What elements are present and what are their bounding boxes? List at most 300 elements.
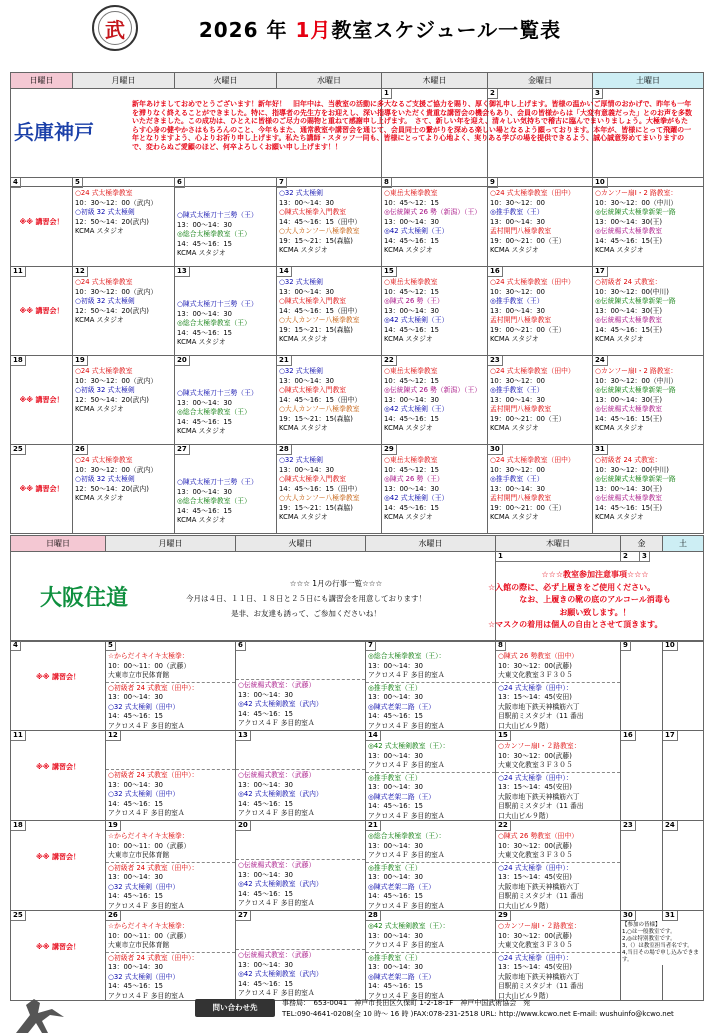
date-number: 22 — [496, 821, 511, 831]
class-name: 孟村開門八極拳教室 — [490, 227, 552, 235]
class-time: 19：00～21：00（王） — [490, 325, 566, 334]
date-number: 16 — [488, 267, 503, 277]
hyogo-day-cell — [175, 178, 277, 267]
class-time: 13：00～14：30 — [177, 220, 232, 229]
class-time: 14：45～16：15（田中） — [279, 395, 362, 404]
class-time: 13：00～14：30 — [279, 198, 334, 207]
class-time: 13：00～14：30 — [238, 690, 293, 699]
class-name: ○32 式太極剣 — [279, 456, 323, 464]
footer-contact: TEL:090-4641-0208(全 10 時～ 16 時 )FAX:078-231-2518 URL: http://www.kcwo.net E-mail: wushuinfo@kcwo.net — [282, 1010, 674, 1018]
class-location: アクロス４Ｆ 多目的室Ａ — [368, 671, 445, 679]
osaka-day-cell — [11, 821, 106, 911]
class-name: ○東岳太極拳教室 — [384, 456, 438, 464]
spacer — [236, 741, 365, 767]
class-name: ○初級 32 式太極剣 — [75, 297, 135, 305]
class-time: 14：45～16：15 — [177, 417, 232, 426]
seminar-label: ※※ 講習会！ — [19, 396, 64, 404]
date-number: 30 — [488, 445, 503, 455]
class-time: 14：45～16：15(王) — [595, 325, 663, 334]
class-name: ○大人カンフー八極拳教室 — [279, 494, 360, 502]
hyogo-day-header: 火曜日 — [175, 73, 277, 89]
date-number: 20 — [236, 821, 251, 831]
class-name: ○初級者 24 式教室： — [595, 456, 662, 464]
class-time: 10：30～12：00（中川） — [595, 376, 678, 385]
class-time: 13：00～14：30 — [108, 780, 163, 789]
attendance-notice: ☆☆☆教室参加注意事項☆☆☆ ☆入館の際に、必ず上履きをご使用ください。 なお、上履きの靴の底のアルコール消毒も お願い致します。！ ☆マスクの着用は個人の自由とさせて頂きます。 — [488, 570, 671, 629]
hyogo-day-cell — [488, 267, 593, 356]
hyogo-day-cell — [277, 356, 382, 445]
hyogo-day-cell — [277, 267, 382, 356]
class-location: 大東文化教室３Ｆ３０５ — [498, 671, 573, 679]
class-name: ◎陳式 26 勢（王） — [384, 297, 444, 305]
class-name: ◎推手教室（王） — [490, 475, 544, 483]
member-note — [621, 921, 703, 965]
spacer — [106, 741, 235, 767]
class-location: 大東市立市民体育館 — [108, 851, 170, 859]
class-time: 10：30～12：00（武内） — [75, 198, 158, 207]
spacer — [236, 651, 365, 677]
class-location: KCMA スタジオ — [279, 246, 328, 254]
class-name: ○伝統楊式教室：（武藤） — [238, 681, 316, 689]
osaka-day-cell — [496, 821, 621, 911]
osaka-day-cell — [236, 911, 366, 1001]
class-location: アクロス４Ｆ 多目的室Ａ — [368, 811, 445, 820]
class-time: 13：00～14：30(王) — [595, 395, 663, 404]
class-name: ◎伝統楊式太極拳教室 — [595, 405, 663, 413]
class-name: ○24 式太極拳（田中）： — [498, 863, 573, 872]
date-number: 29 — [496, 911, 511, 921]
class-location: 大東市立市民体育館 — [108, 671, 170, 679]
class-location: 口大山ビル９階） — [498, 721, 553, 730]
note-line: 4,当日その場で申し込みできます。 — [622, 950, 699, 963]
class-name: ○カンフー扇Ⅰ・２路教室： — [498, 922, 581, 930]
class-time: 13：00～14：30 — [279, 465, 334, 474]
class-name: ☆からだイキイキ太極拳： — [108, 652, 189, 660]
class-time: 13：00～14：30 — [384, 484, 439, 493]
class-name: ◎伝統陳式 26 勢（新潟）（王） — [384, 386, 482, 394]
class-location: KCMA スタジオ — [177, 516, 226, 524]
class-time: 13：00～14：30 — [368, 931, 423, 940]
class-time: 19：15～21：15(森脇) — [279, 236, 353, 245]
new-year-greeting: 新年あけましておめでとうございます！新年好！ 旧年中は、当教室の活動に多大なるご支援ご協力を賜り、厚く御礼申し上げます。皆様の温かいご厚情のおかげで、昨年も一年を滞りなく終えることができました。特に、指導者の先生方をお迎えし、深い指導をいただく貴重な講習会の機会もあり、会員の皆様からは「大変有意義だった」とのお声を多数いただきました。この成功は、ひとえに皆様のご尽力の賜物と重ねて感謝申し上げます。 さて、新しい年を迎え、清々しい気持ちで稽古に臨んでまいりましょう。大極拳がもたらす心身の健やかさはもちろんのこと、今年もまた、通常教室や講習会を通じて、会員同士の繋がりを深める楽しい場となるよう願っております。本年が、皆様にとって飛躍の一年となりますよう、心よりお祈り申し上げます。私たち講師・スタッフ一同も、皆様にとってより心地よく、実りある学びの場を提供できるよう、誠心誠意努めてまいりますので、変わらぬご愛顧のほど、何卒よろしくお願い申し上げます！！ — [132, 100, 692, 151]
class-name: ○32 式太極剣（田中） — [108, 702, 180, 711]
osaka-day-header: 日曜日 — [11, 536, 106, 552]
class-name: ○32 式太極剣 — [279, 278, 323, 286]
class-time: 13：00～14：30(王) — [595, 217, 663, 226]
class-name: ◎伝統陳式太極拳新架一路 — [595, 297, 676, 305]
hyogo-day-cell — [277, 445, 382, 534]
seminar-label: ※※ 講習会！ — [35, 673, 81, 681]
osaka-day-header: 土 — [663, 536, 704, 552]
class-location: KCMA スタジオ — [490, 424, 539, 432]
hyogo-day-cell — [488, 178, 593, 267]
osaka-day-cell — [106, 641, 236, 731]
class-name: ◎42 式太極剣教室（武内） — [238, 700, 323, 708]
class-location: KCMA スタジオ — [384, 424, 433, 432]
hyogo-day-cell — [593, 178, 704, 267]
class-name: ○24 式太極拳（田中）： — [498, 683, 573, 692]
hyogo-day-cell — [382, 178, 488, 267]
class-location: KCMA スタジオ — [279, 335, 328, 343]
class-time: 13：00～14：30 — [490, 217, 545, 226]
osaka-day-header: 木曜日 — [496, 536, 621, 552]
hyogo-day-cell — [488, 356, 593, 445]
class-time: 13：00～14：30(王) — [595, 306, 663, 315]
date-number: 11 — [11, 731, 26, 741]
class-time: 13：15～14：45(安田) — [498, 693, 572, 701]
class-time: 12：50～14：20(武内) — [75, 484, 149, 493]
class-location: 大阪市地下鉄天神橋筋六丁 — [498, 792, 580, 801]
class-name: ☆からだイキイキ太極拳： — [108, 922, 189, 930]
class-time: 14：45～16：15(王) — [595, 414, 663, 423]
osaka-day-header: 水曜日 — [366, 536, 496, 552]
date-number: 5 — [73, 178, 83, 188]
date-number: 13 — [175, 267, 190, 277]
date-number: 17 — [593, 267, 608, 277]
hyogo-day-cell — [593, 267, 704, 356]
hyogo-day-cell — [175, 356, 277, 445]
class-name: ○大人カンフー八極拳教室 — [279, 316, 360, 324]
osaka-day-header: 金 — [621, 536, 663, 552]
hyogo-weeks — [10, 177, 704, 534]
class-name: ○陳式 26 勢教室（田中） — [498, 652, 579, 660]
class-name: ○32 式太極剣 — [279, 189, 323, 197]
class-location: KCMA スタジオ — [279, 513, 328, 521]
date-number: 7 — [277, 178, 287, 188]
spacer — [175, 455, 276, 477]
class-name: ○初級者 24 式教室（田中）： — [108, 683, 199, 692]
date-number: 23 — [621, 821, 636, 831]
class-time: 19：00～21：00（王） — [490, 503, 566, 512]
class-location: 目駅前ミスタジオ（11 番出 — [498, 802, 584, 810]
osaka-day-header: 火曜日 — [236, 536, 366, 552]
note-line: 1,○は一般教室です。 — [622, 929, 676, 935]
date-number: 30 — [621, 911, 636, 921]
class-name: ◎陳式老架二路（王） — [368, 702, 436, 711]
date-number: 6 — [175, 178, 185, 188]
class-time: 14：45～16：15 — [368, 892, 423, 900]
class-time: 13：00～14：30 — [368, 661, 423, 670]
date-number: 11 — [11, 267, 26, 277]
class-time: 10：30～12：00 — [490, 376, 545, 385]
class-name: ◎総合太極拳教室（王） — [177, 319, 251, 327]
class-time: 14：45～16：15（田中） — [279, 217, 362, 226]
class-name: ◎総合太極拳教室（王） — [177, 230, 251, 238]
class-time: 19：00～21：00（王） — [490, 414, 566, 423]
osaka-day-cell — [106, 821, 236, 911]
class-name: ○東岳太極拳教室 — [384, 367, 438, 375]
class-name: ◎総合太極拳教室（王） — [177, 497, 251, 505]
class-name: ○24 式太極拳教室 — [75, 189, 133, 197]
class-name: ○24 式太極拳教室（田中） — [490, 278, 575, 286]
class-time: 10：30～12：00(武藤) — [498, 841, 572, 850]
class-location: アクロス４Ｆ 多目的室Ａ — [108, 901, 185, 910]
class-name: ◎推手教室（王） — [490, 386, 544, 394]
class-location: KCMA スタジオ — [384, 513, 433, 521]
class-name: ◎42 式太極剣教室（王）： — [368, 742, 450, 750]
class-time: 10：30～12：00(武藤) — [498, 931, 572, 940]
class-name: ◎陳式老架二路（王） — [368, 792, 436, 801]
class-time: 10：45～12：15 — [384, 376, 439, 385]
class-name: ○大人カンフー八極拳教室 — [279, 405, 360, 413]
class-time: 13：00～14：30 — [368, 873, 423, 881]
seminar-label: ※※ 講習会！ — [19, 218, 64, 226]
class-time: 10：30～12：00（武内） — [75, 376, 158, 385]
class-time: 19：15～21：15(森脇) — [279, 325, 353, 334]
hyogo-day-cell — [11, 445, 73, 534]
class-location: アクロス４Ｆ 多目的室Ａ — [238, 719, 315, 727]
class-name: ○伝統楊式教室：（武藤） — [238, 771, 316, 779]
class-name: ○カンフー扇Ⅰ・2 路教室： — [595, 189, 678, 197]
class-location: 大東文化教室３Ｆ３０５ — [498, 761, 573, 769]
class-time: 10：30～12：00（武内） — [75, 287, 158, 296]
class-name: ◎伝統陳式太極拳新架一路 — [595, 386, 676, 394]
class-time: 13：00～14：30(王) — [595, 484, 663, 493]
class-time: 13：00～14：30 — [384, 217, 439, 226]
class-location: 目駅前ミスタジオ（11 番出 — [498, 712, 584, 720]
class-location: KCMA スタジオ — [75, 227, 124, 235]
class-location: KCMA スタジオ — [490, 513, 539, 521]
class-time: 10：30～12：00 — [490, 198, 545, 207]
class-time: 13：00～14：30 — [177, 398, 232, 407]
class-time: 13：00～14：30 — [279, 376, 334, 385]
hyogo-day-header: 水曜日 — [277, 73, 382, 89]
hyogo-day-cell — [73, 267, 175, 356]
class-name: ◎伝統陳式太極拳新架一路 — [595, 475, 676, 483]
class-name: ○陳式太極刀十三勢（王） — [177, 211, 258, 219]
date-number: 25 — [11, 911, 26, 921]
osaka-day-cell — [366, 731, 496, 821]
osaka-day-cell — [236, 731, 366, 821]
class-location: アクロス４Ｆ 多目的室Ａ — [238, 899, 315, 907]
class-time: 10：00～11：00（武藤） — [108, 661, 191, 670]
class-location: 目駅前ミスタジオ（11 番出 — [498, 982, 584, 990]
class-time: 14：45～16：15 — [108, 712, 163, 720]
class-time: 13：00～14：30 — [368, 751, 423, 760]
class-name: ◎42 式太極剣（王） — [384, 405, 449, 413]
date-number: 10 — [593, 178, 608, 188]
class-name: ○24 式太極拳教室 — [75, 367, 133, 375]
class-location: KCMA スタジオ — [75, 494, 124, 502]
class-name: ◎推手教室（王） — [490, 208, 544, 216]
class-time: 13：00～14：30 — [490, 395, 545, 404]
class-time: 13：00～14：30 — [238, 960, 293, 969]
class-name: ◎総合太極拳教室（王）： — [368, 832, 446, 840]
class-name: ○伝統楊式教室：（武藤） — [238, 951, 316, 959]
note-line: 3,（）は教室担当者名です。 — [622, 943, 693, 949]
date-number: 29 — [382, 445, 397, 455]
class-time: 13：00～14：30 — [108, 873, 163, 881]
class-time: 13：00～14：30 — [490, 306, 545, 315]
class-time: 13：15～14：45(安田) — [498, 783, 572, 791]
hyogo-day-cell — [11, 178, 73, 267]
osaka-day-cell — [11, 641, 106, 731]
osaka-day-cell — [106, 731, 236, 821]
osaka-day-cell — [11, 731, 106, 821]
class-time: 14：45～16：15 — [238, 799, 293, 808]
class-name: ◎伝統楊式太極拳教室 — [595, 316, 663, 324]
class-location: KCMA スタジオ — [490, 246, 539, 254]
class-name: ◎陳式 26 勢（王） — [384, 475, 444, 483]
hyogo-day-header: 木曜日 — [382, 73, 488, 89]
osaka-day-cell — [663, 821, 704, 911]
class-time: 13：15～14：45(安田) — [498, 873, 572, 881]
class-time: 13：00～14：30 — [108, 963, 163, 971]
hyogo-day-cell — [175, 445, 277, 534]
class-time: 14：45～16：15 — [384, 414, 439, 423]
osaka-branch-name: 大阪住道 — [40, 586, 129, 611]
class-name: 孟村開門八極拳教室 — [490, 494, 552, 502]
class-time: 10：30～12：00（中川） — [595, 198, 678, 207]
class-time: 13：00～14：30 — [384, 306, 439, 315]
class-location: 大阪市地下鉄天神橋筋六丁 — [498, 972, 580, 981]
spacer — [236, 921, 365, 947]
class-location: アクロス４Ｆ 多目的室Ａ — [108, 721, 185, 730]
class-time: 10：30～12：00(中川) — [595, 465, 669, 474]
date-number: 9 — [488, 178, 498, 188]
class-name: ○24 式太極拳（田中）： — [498, 773, 573, 782]
class-time: 14：45～16：15 — [384, 236, 439, 245]
class-time: 13：00～14：30 — [279, 287, 334, 296]
hyogo-day-cell — [277, 178, 382, 267]
class-name: ○24 式太極拳教室 — [75, 278, 133, 286]
class-location: 大東文化教室３Ｆ３０５ — [498, 941, 573, 949]
class-time: 14：45～16：15 — [384, 503, 439, 512]
class-time: 10：00～11：00（武藤） — [108, 931, 191, 940]
class-time: 14：45～16：15 — [238, 889, 293, 898]
class-name: ◎伝統陳式太極拳新架一路 — [595, 208, 676, 216]
class-time: 10：30～12：00(武藤) — [498, 661, 572, 670]
class-time: 13：00～14：30 — [384, 395, 439, 404]
page-title: 2026 年 1月教室スケジュール一覧表 — [198, 18, 562, 42]
class-time: 10：30～12：00 — [490, 287, 545, 296]
spacer — [175, 277, 276, 299]
hyogo-calendar: 日曜日 月曜日 火曜日 水曜日 木曜日 金曜日 土曜日 1 2 3 — [10, 72, 704, 187]
date-number: 5 — [106, 641, 116, 651]
hyogo-day-header: 月曜日 — [73, 73, 175, 89]
class-time: 12：50～14：20(武内) — [75, 217, 149, 226]
osaka-day-cell — [663, 731, 704, 821]
class-time: 13：00～14：30 — [238, 870, 293, 879]
class-location: 大東市立市民体育館 — [108, 941, 170, 949]
seminar-label: ※※ 講習会！ — [19, 307, 64, 315]
osaka-day-cell — [496, 911, 621, 1001]
class-time: 14：45～16：15 — [384, 325, 439, 334]
class-name: ○陳式太極拳入門教室 — [279, 475, 347, 483]
class-location: KCMA スタジオ — [75, 316, 124, 324]
class-name: ○陳式太極拳入門教室 — [279, 386, 347, 394]
class-time: 14：45～16：15 — [368, 712, 423, 720]
class-location: KCMA スタジオ — [279, 424, 328, 432]
date-number: 12 — [73, 267, 88, 277]
date-number: 16 — [621, 731, 636, 741]
class-time: 10：30～12：00(中川) — [595, 287, 669, 296]
hyogo-day-cell — [593, 445, 704, 534]
hyogo-day-header: 土曜日 — [593, 73, 704, 89]
class-name: ◎伝統陳式 26 勢（新潟）（王） — [384, 208, 482, 216]
footer-address: 事務局： 653-0041 神戸市長田区久保町 1-2-18-1F 神戸中国武術協会 宛 — [282, 999, 531, 1007]
osaka-calendar: 日曜日 月曜日 火曜日 水曜日 木曜日 金 土 1 2 3 — [10, 535, 704, 642]
class-time: 14：45～16：15（田中） — [279, 484, 362, 493]
class-name: ○陳式 26 勢教室（田中） — [498, 832, 579, 840]
hyogo-day-cell — [73, 445, 175, 534]
class-name: ◎推手教室（王） — [368, 773, 422, 782]
date-number: 12 — [106, 731, 121, 741]
class-time: 14：45～16：15 — [368, 802, 423, 810]
class-location: 口大山ビル９階） — [498, 991, 553, 1000]
class-name: 孟村開門八極拳教室 — [490, 316, 552, 324]
class-name: ◎伝統楊式太極拳教室 — [595, 227, 663, 235]
date-number: 9 — [621, 641, 631, 651]
osaka-day-cell — [236, 641, 366, 731]
date-number: 31 — [593, 445, 608, 455]
class-name: ◎42 式太極剣（王） — [384, 494, 449, 502]
note-line: 2,◎は特別教室です。 — [622, 936, 676, 942]
date-number: 25 — [11, 445, 26, 455]
class-name: ○32 式太極剣（田中） — [108, 972, 180, 981]
class-name: ◎42 式太極剣教室（武内） — [238, 880, 323, 888]
date-number: 15 — [496, 731, 511, 741]
seminar-label: ※※ 講習会！ — [19, 485, 64, 493]
date-number: 22 — [382, 356, 397, 366]
hyogo-day-cell — [382, 445, 488, 534]
date-number: 21 — [366, 821, 381, 831]
class-time: 14：45～16：15(王) — [595, 236, 663, 245]
osaka-day-cell — [366, 821, 496, 911]
class-name: ◎推手教室（王） — [490, 297, 544, 305]
class-time: 19：15～21：15(森脇) — [279, 503, 353, 512]
spacer — [236, 831, 365, 857]
class-name: ○カンフー扇Ⅰ・２路教室： — [498, 742, 581, 750]
class-name: ○陳式太極拳入門教室 — [279, 208, 347, 216]
class-name: ○カンフー扇Ⅰ・2 路教室： — [595, 367, 678, 375]
class-location: アクロス４Ｆ 多目的室Ａ — [368, 851, 445, 859]
class-time: 12：50～14：20(武内) — [75, 306, 149, 315]
hyogo-day-cell — [11, 356, 73, 445]
class-time: 13：00～14：30 — [490, 484, 545, 493]
date-number: 20 — [175, 356, 190, 366]
class-name: ◎総合太極拳教室（王） — [177, 408, 251, 416]
class-location: KCMA スタジオ — [177, 427, 226, 435]
osaka-day-cell — [496, 731, 621, 821]
class-name: ○32 式太極剣（田中） — [108, 882, 180, 891]
osaka-day-cell — [621, 731, 663, 821]
class-name: ◎42 式太極剣（王） — [384, 316, 449, 324]
class-name: ○初級 32 式太極剣 — [75, 208, 135, 216]
osaka-weeks — [10, 640, 704, 1001]
class-location: アクロス４Ｆ 多目的室Ａ — [238, 989, 315, 997]
date-number: 28 — [277, 445, 292, 455]
class-time: 13：00～14：30 — [368, 693, 423, 701]
hyogo-day-header: 金曜日 — [488, 73, 593, 89]
class-name: ○24 式太極拳教室（田中） — [490, 367, 575, 375]
class-location: 大阪市地下鉄天神橋筋六丁 — [498, 882, 580, 891]
date-number: 21 — [277, 356, 292, 366]
class-time: 14：45～16：15 — [177, 239, 232, 248]
date-number: 8 — [496, 641, 506, 651]
class-location: 大阪市地下鉄天神橋筋六丁 — [498, 702, 580, 711]
class-time: 13：00～14：30 — [177, 309, 232, 318]
class-name: ○24 式太極拳教室 — [75, 456, 133, 464]
date-number: 10 — [663, 641, 678, 651]
date-number: 15 — [382, 267, 397, 277]
class-time: 14：45～16：15（田中） — [279, 306, 362, 315]
footer — [0, 995, 712, 1036]
class-time: 14：45～16：15 — [238, 709, 293, 718]
date-number: 4 — [11, 641, 21, 651]
class-name: ☆からだイキイキ太極拳： — [108, 832, 189, 840]
contact-label: 問い合わせ先 — [195, 999, 275, 1017]
